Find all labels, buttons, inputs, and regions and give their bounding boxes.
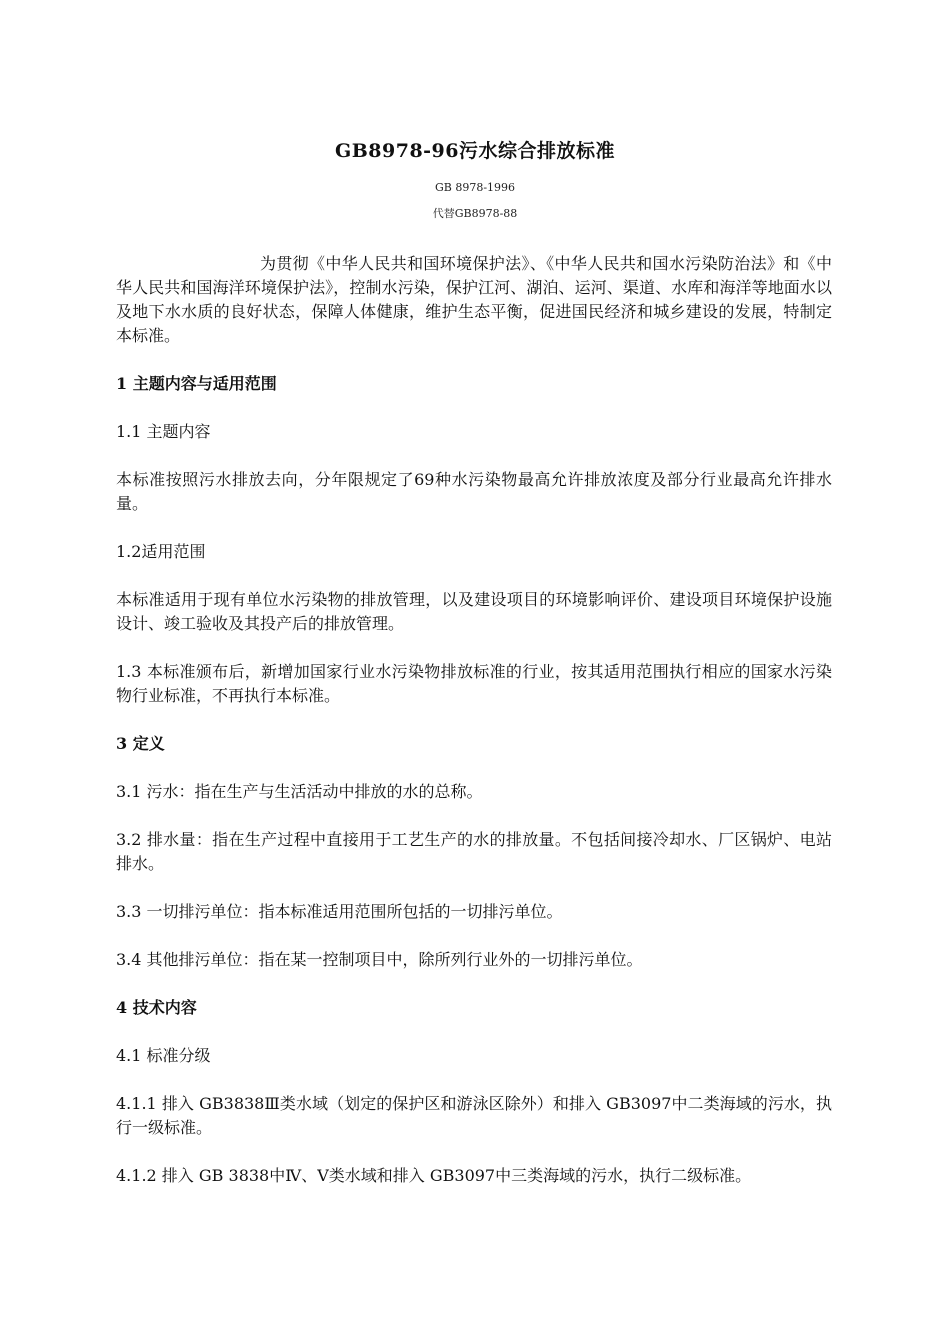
- section-heading: 3 定义: [116, 734, 165, 753]
- document-title: GB8978-96污水综合排放标准: [335, 140, 615, 162]
- section-paragraph: 4.1.1 排入 GB3838Ⅲ类水域（划定的保护区和游泳区除外）和排入 GB3097中二类海域的污水，执行一级标准。: [116, 1094, 832, 1137]
- standard-code: GB 8978-1996: [434, 181, 516, 194]
- section-paragraph: 3.3 一切排污单位：指本标准适用范围所包括的一切排污单位。: [116, 902, 563, 921]
- section-paragraph: 1.3 本标准颁布后，新增加国家行业水污染物排放标准的行业，按其适用范围执行相应的国家水污染物行业标准，不再执行本标准。: [116, 662, 832, 705]
- section-paragraph: 3.2 排水量：指在生产过程中直接用于工艺生产的水的排放量。不包括间接冷却水、厂区锅炉、电站排水。: [116, 830, 832, 873]
- replaces-note: 代替GB8978-88: [432, 207, 518, 220]
- section-heading: 1 主题内容与适用范围: [116, 374, 277, 393]
- section-paragraph: 3.1 污水：指在生产与生活活动中排放的水的总称。: [116, 782, 483, 801]
- section-paragraph: 1.2适用范围: [116, 542, 206, 561]
- section-paragraph: 本标准按照污水排放去向，分年限规定了69种水污染物最高允许排放浓度及部分行业最高允许排水量。: [116, 470, 832, 513]
- section-paragraph: 3.4 其他排污单位：指在某一控制项目中，除所列行业外的一切排污单位。: [116, 950, 643, 969]
- section-paragraph: 4.1 标准分级: [116, 1046, 211, 1065]
- intro-paragraph: 为贯彻《中华人民共和国环境保护法》、《中华人民共和国水污染防治法》和《中华人民共和国海洋环境保护法》，控制水污染，保护江河、湖泊、运河、渠道、水库和海洋等地面水以及地下水水质的良好状态，保障人体健康，维护生态平衡，促进国民经济和城乡建设的发展，特制定本标准。: [116, 254, 832, 345]
- section-paragraph: 1.1 主题内容: [116, 422, 211, 441]
- section-heading: 4 技术内容: [116, 998, 197, 1017]
- document-body: [116, 252, 832, 1212]
- section-paragraph: 4.1.2 排入 GB 3838中Ⅳ、Ⅴ类水域和排入 GB3097中三类海域的污水，执行二级标准。: [116, 1166, 752, 1185]
- section-paragraph: 本标准适用于现有单位水污染物的排放管理，以及建设项目的环境影响评价、建设项目环境保护设施设计、竣工验收及其投产后的排放管理。: [116, 590, 832, 633]
